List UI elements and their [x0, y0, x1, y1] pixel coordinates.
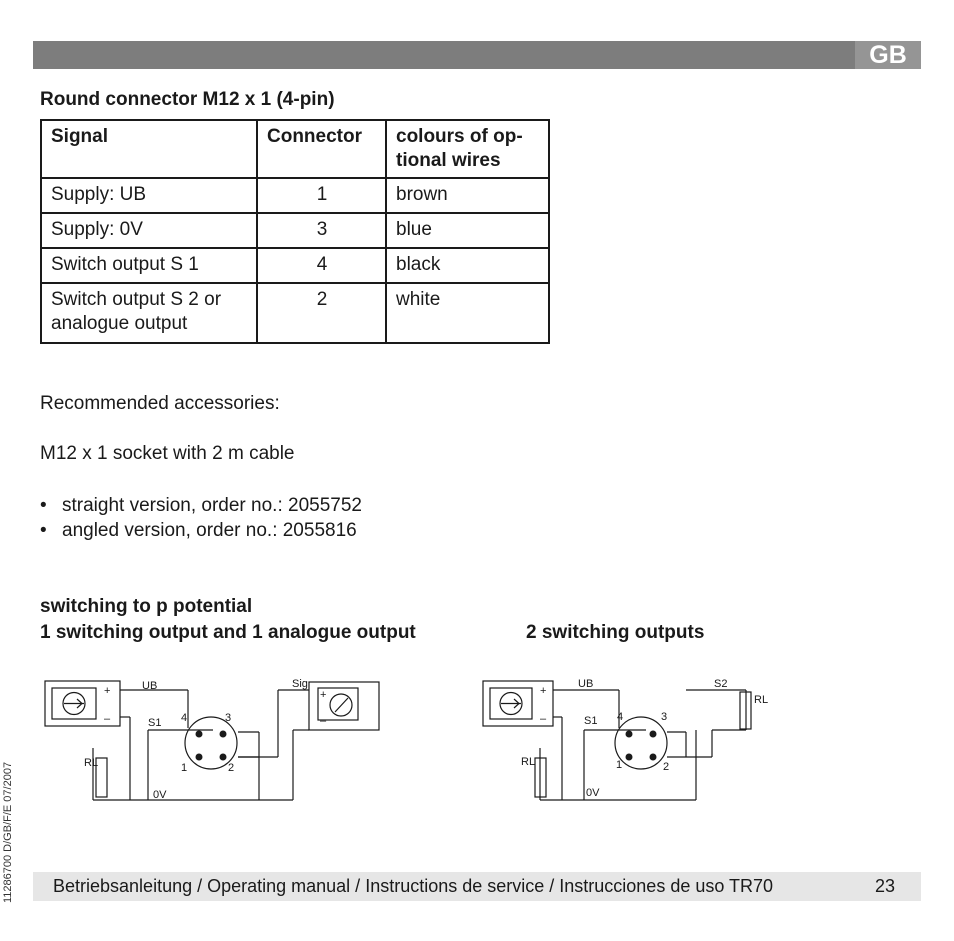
language-badge: GB [855, 41, 921, 69]
ov-label: 0V [153, 789, 167, 801]
rl-label: RL [84, 757, 99, 769]
accessories-item: M12 x 1 socket with 2 m cable [40, 443, 295, 464]
connector-section-title: Round connector M12 x 1 (4-pin) [40, 89, 335, 110]
pin-1-label: 1 [181, 762, 188, 774]
pin-1-label: 1 [616, 759, 623, 771]
list-item: • straight version, order no.: 2055752 [40, 495, 362, 516]
minus-terminal-label: – [540, 713, 547, 725]
sig-label: Sig [292, 678, 308, 690]
ov-label: 0V [586, 787, 600, 799]
header-bar [33, 41, 921, 69]
page-number: 23 [874, 876, 895, 896]
meter-plus-label: + [320, 689, 327, 701]
cell-wire-colour: white [386, 283, 549, 343]
column-header-connector: Connector [257, 120, 386, 178]
wiring-diagram-left [38, 670, 388, 810]
rl-label: RL [521, 756, 536, 768]
footer-title: Betriebsanleitung / Operating manual / Instructions de service / Instrucciones de uso TR70 [53, 876, 774, 896]
plus-terminal-label: + [104, 685, 111, 697]
meter-minus-label: – [320, 715, 327, 727]
wiring-title: switching to p potential [40, 596, 253, 617]
cell-signal: Switch output S 2 or analogue output [41, 283, 257, 343]
document-id: 11286700 D/GB/F/E 07/2007 [2, 761, 14, 903]
cell-signal: Supply: 0V [41, 213, 257, 248]
pin-3-label: 3 [225, 712, 232, 724]
cell-connector-pin: 1 [257, 178, 386, 213]
cell-connector-pin: 3 [257, 213, 386, 248]
cell-wire-colour: blue [386, 213, 549, 248]
ub-label: UB [142, 680, 158, 692]
connector-table [40, 119, 550, 344]
table-row [41, 248, 549, 283]
footer-bar [33, 872, 921, 901]
table-row [41, 283, 549, 343]
column-header-wire-colours: colours of op- tional wires [386, 120, 549, 178]
pin-2-label: 2 [228, 762, 235, 774]
cell-wire-colour: brown [386, 178, 549, 213]
pin-4-label: 4 [617, 711, 624, 723]
accessories-list [40, 493, 362, 543]
cell-connector-pin: 4 [257, 248, 386, 283]
table-header-row [41, 120, 549, 178]
wiring-diagram-right [476, 670, 776, 810]
rl-label-top: RL [754, 694, 769, 706]
pin-4-label: 4 [181, 712, 188, 724]
wiring-subtitle-right: 2 switching outputs [526, 622, 705, 643]
cell-connector-pin: 2 [257, 283, 386, 343]
table-row [41, 178, 549, 213]
cell-wire-colour: black [386, 248, 549, 283]
pin-3-label: 3 [661, 711, 668, 723]
cell-signal: Switch output S 1 [41, 248, 257, 283]
list-item: • angled version, order no.: 2055816 [40, 520, 357, 541]
ub-label: UB [578, 678, 594, 690]
s1-label: S1 [148, 717, 162, 729]
accessories-label: Recommended accessories: [40, 393, 280, 414]
s1-label: S1 [584, 715, 598, 727]
pin-2-label: 2 [663, 761, 670, 773]
cell-signal: Supply: UB [41, 178, 257, 213]
column-header-signal: Signal [41, 120, 257, 178]
minus-terminal-label: – [104, 713, 111, 725]
s2-label: S2 [714, 678, 728, 690]
wiring-subtitle-left: 1 switching output and 1 analogue output [40, 622, 416, 643]
table-row [41, 213, 549, 248]
plus-terminal-label: + [540, 685, 547, 697]
